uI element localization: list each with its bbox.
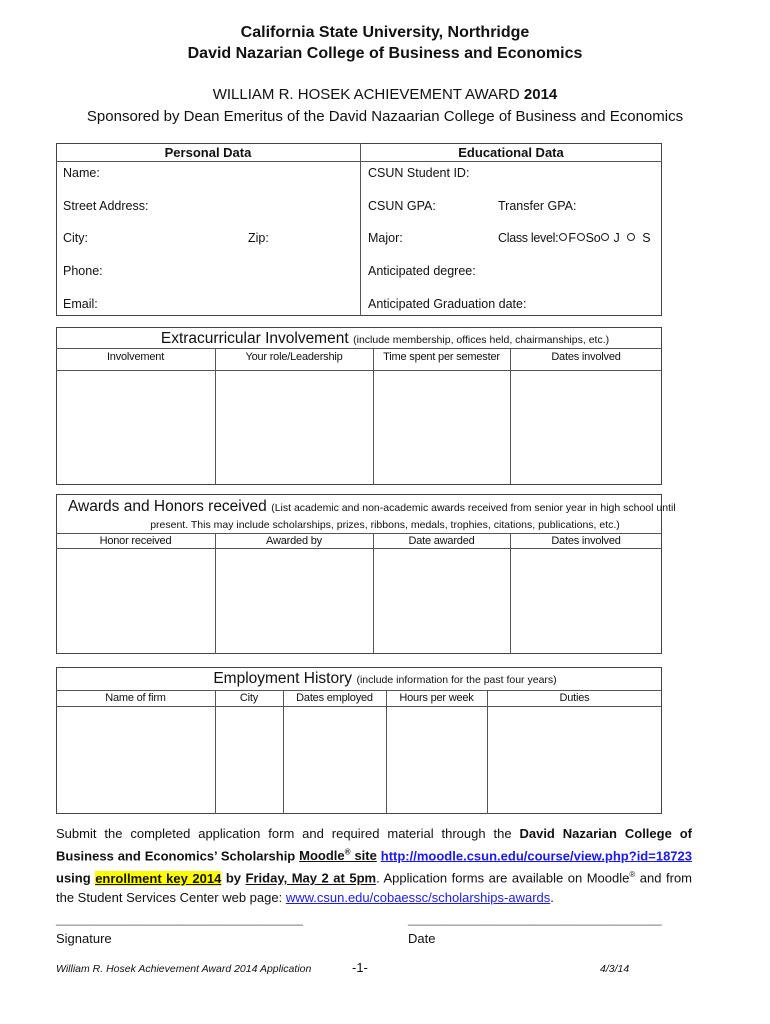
column-header: City — [239, 692, 259, 704]
awards-note: present. This may include scholarships, prizes, ribbons, medals, trophies, citations, publications, etc.) — [150, 519, 620, 531]
gpa-field[interactable]: CSUN GPA: — [368, 199, 436, 213]
employment-heading: Employment History (include information for the past four years) — [213, 670, 557, 687]
divider — [215, 533, 216, 654]
class-level-option: J — [613, 231, 620, 245]
divider — [373, 533, 374, 654]
column-header: Involvement — [106, 351, 165, 363]
divider — [215, 690, 216, 814]
email-field[interactable]: Email: — [63, 297, 98, 311]
footer-title: William R. Hosek Achievement Award 2014 Application — [56, 963, 312, 975]
divider — [56, 348, 662, 349]
sponsor-line: Sponsored by Dean Emeritus of the David Nazaarian College of Business and Economics — [86, 108, 684, 125]
award-title: WILLIAM R. HOSEK ACHIEVEMENT AWARD 2014 — [212, 86, 558, 103]
divider — [373, 348, 374, 485]
personal-data-heading: Personal Data — [164, 145, 252, 160]
submission-instructions: Submit the completed application form and required material through the David Nazarian College of Business and Economics’ Scholarship Moodle® site http://moodle.csun.edu/course/view.php?id=18723 using enrollment key 2014 by Friday, May 2 at 5pm. Application forms are available on Moodle® and from the Student Services Center web page: www.csun.edu/cobaessc/scholarships-awards. — [56, 826, 693, 905]
street-address-field[interactable]: Street Address: — [63, 199, 149, 213]
radio-icon[interactable] — [577, 233, 585, 241]
deadline: Friday, May 2 at 5pm — [245, 870, 377, 886]
column-header: Your role/Leadership — [245, 351, 343, 363]
column-header: Dates employed — [296, 692, 373, 704]
divider — [487, 690, 488, 814]
extracurricular-heading: Extracurricular Involvement (include membership, offices held, chairmanships, etc.) — [160, 330, 610, 347]
divider — [56, 690, 662, 691]
divider — [283, 690, 284, 814]
transfer-gpa-field[interactable]: Transfer GPA: — [498, 199, 577, 213]
divider — [56, 161, 662, 162]
enrollment-key: enrollment key 2014 — [95, 870, 222, 886]
graduation-date-field[interactable]: Anticipated Graduation date: — [368, 297, 527, 311]
awards-box — [56, 494, 662, 654]
college-title: David Nazarian College of Business and Economics — [187, 45, 583, 62]
date-line[interactable]: ______________________________________ — [408, 912, 662, 926]
signature-line[interactable]: _____________________________________ — [56, 912, 303, 926]
phone-field[interactable]: Phone: — [63, 264, 103, 278]
class-level-label: Class level: — [498, 231, 559, 245]
page-number: -1- — [352, 960, 368, 975]
divider — [56, 706, 662, 707]
divider — [386, 690, 387, 814]
personal-educational-box — [56, 143, 662, 316]
awards-heading: Awards and Honors received (List academic and non-academic awards received from senior year in high school until — [68, 498, 676, 515]
class-level-group — [498, 231, 650, 245]
radio-icon[interactable] — [627, 233, 635, 241]
radio-icon[interactable] — [559, 233, 567, 241]
radio-icon[interactable] — [601, 233, 609, 241]
column-header: Duties — [559, 692, 590, 704]
class-level-option: F — [568, 231, 576, 245]
award-year: 2014 — [523, 86, 558, 103]
divider — [510, 348, 511, 485]
signature-label: Signature — [56, 931, 112, 946]
educational-data-heading: Educational Data — [458, 145, 564, 160]
divider — [215, 348, 216, 485]
zip-field[interactable]: Zip: — [248, 231, 269, 245]
column-header: Dates involved — [551, 351, 621, 363]
class-level-option: So — [585, 231, 601, 245]
class-level-option: S — [642, 231, 651, 245]
column-header: Hours per week — [399, 692, 474, 704]
name-field[interactable]: Name: — [63, 166, 100, 180]
date-label: Date — [408, 931, 436, 946]
column-header: Name of firm — [105, 692, 166, 704]
column-header: Time spent per semester — [383, 351, 500, 363]
university-title: California State University, Northridge — [240, 24, 530, 41]
city-field[interactable]: City: — [63, 231, 88, 245]
major-field[interactable]: Major: — [368, 231, 403, 245]
divider — [510, 533, 511, 654]
footer-date: 4/3/14 — [600, 963, 630, 975]
column-header: Dates involved — [551, 535, 621, 547]
column-header: Honor received — [99, 535, 172, 547]
divider — [56, 533, 662, 534]
divider — [56, 548, 662, 549]
column-header: Date awarded — [408, 535, 475, 547]
column-header: Awarded by — [266, 535, 322, 547]
student-id-field[interactable]: CSUN Student ID: — [368, 166, 470, 180]
anticipated-degree-field[interactable]: Anticipated degree: — [368, 264, 476, 278]
divider — [360, 143, 361, 316]
divider — [56, 370, 662, 371]
moodle-course-link[interactable]: http://moodle.csun.edu/course/view.php?id=18723 — [380, 848, 692, 864]
scholarships-web-link[interactable]: www.csun.edu/cobaessc/scholarships-awards — [285, 889, 551, 905]
